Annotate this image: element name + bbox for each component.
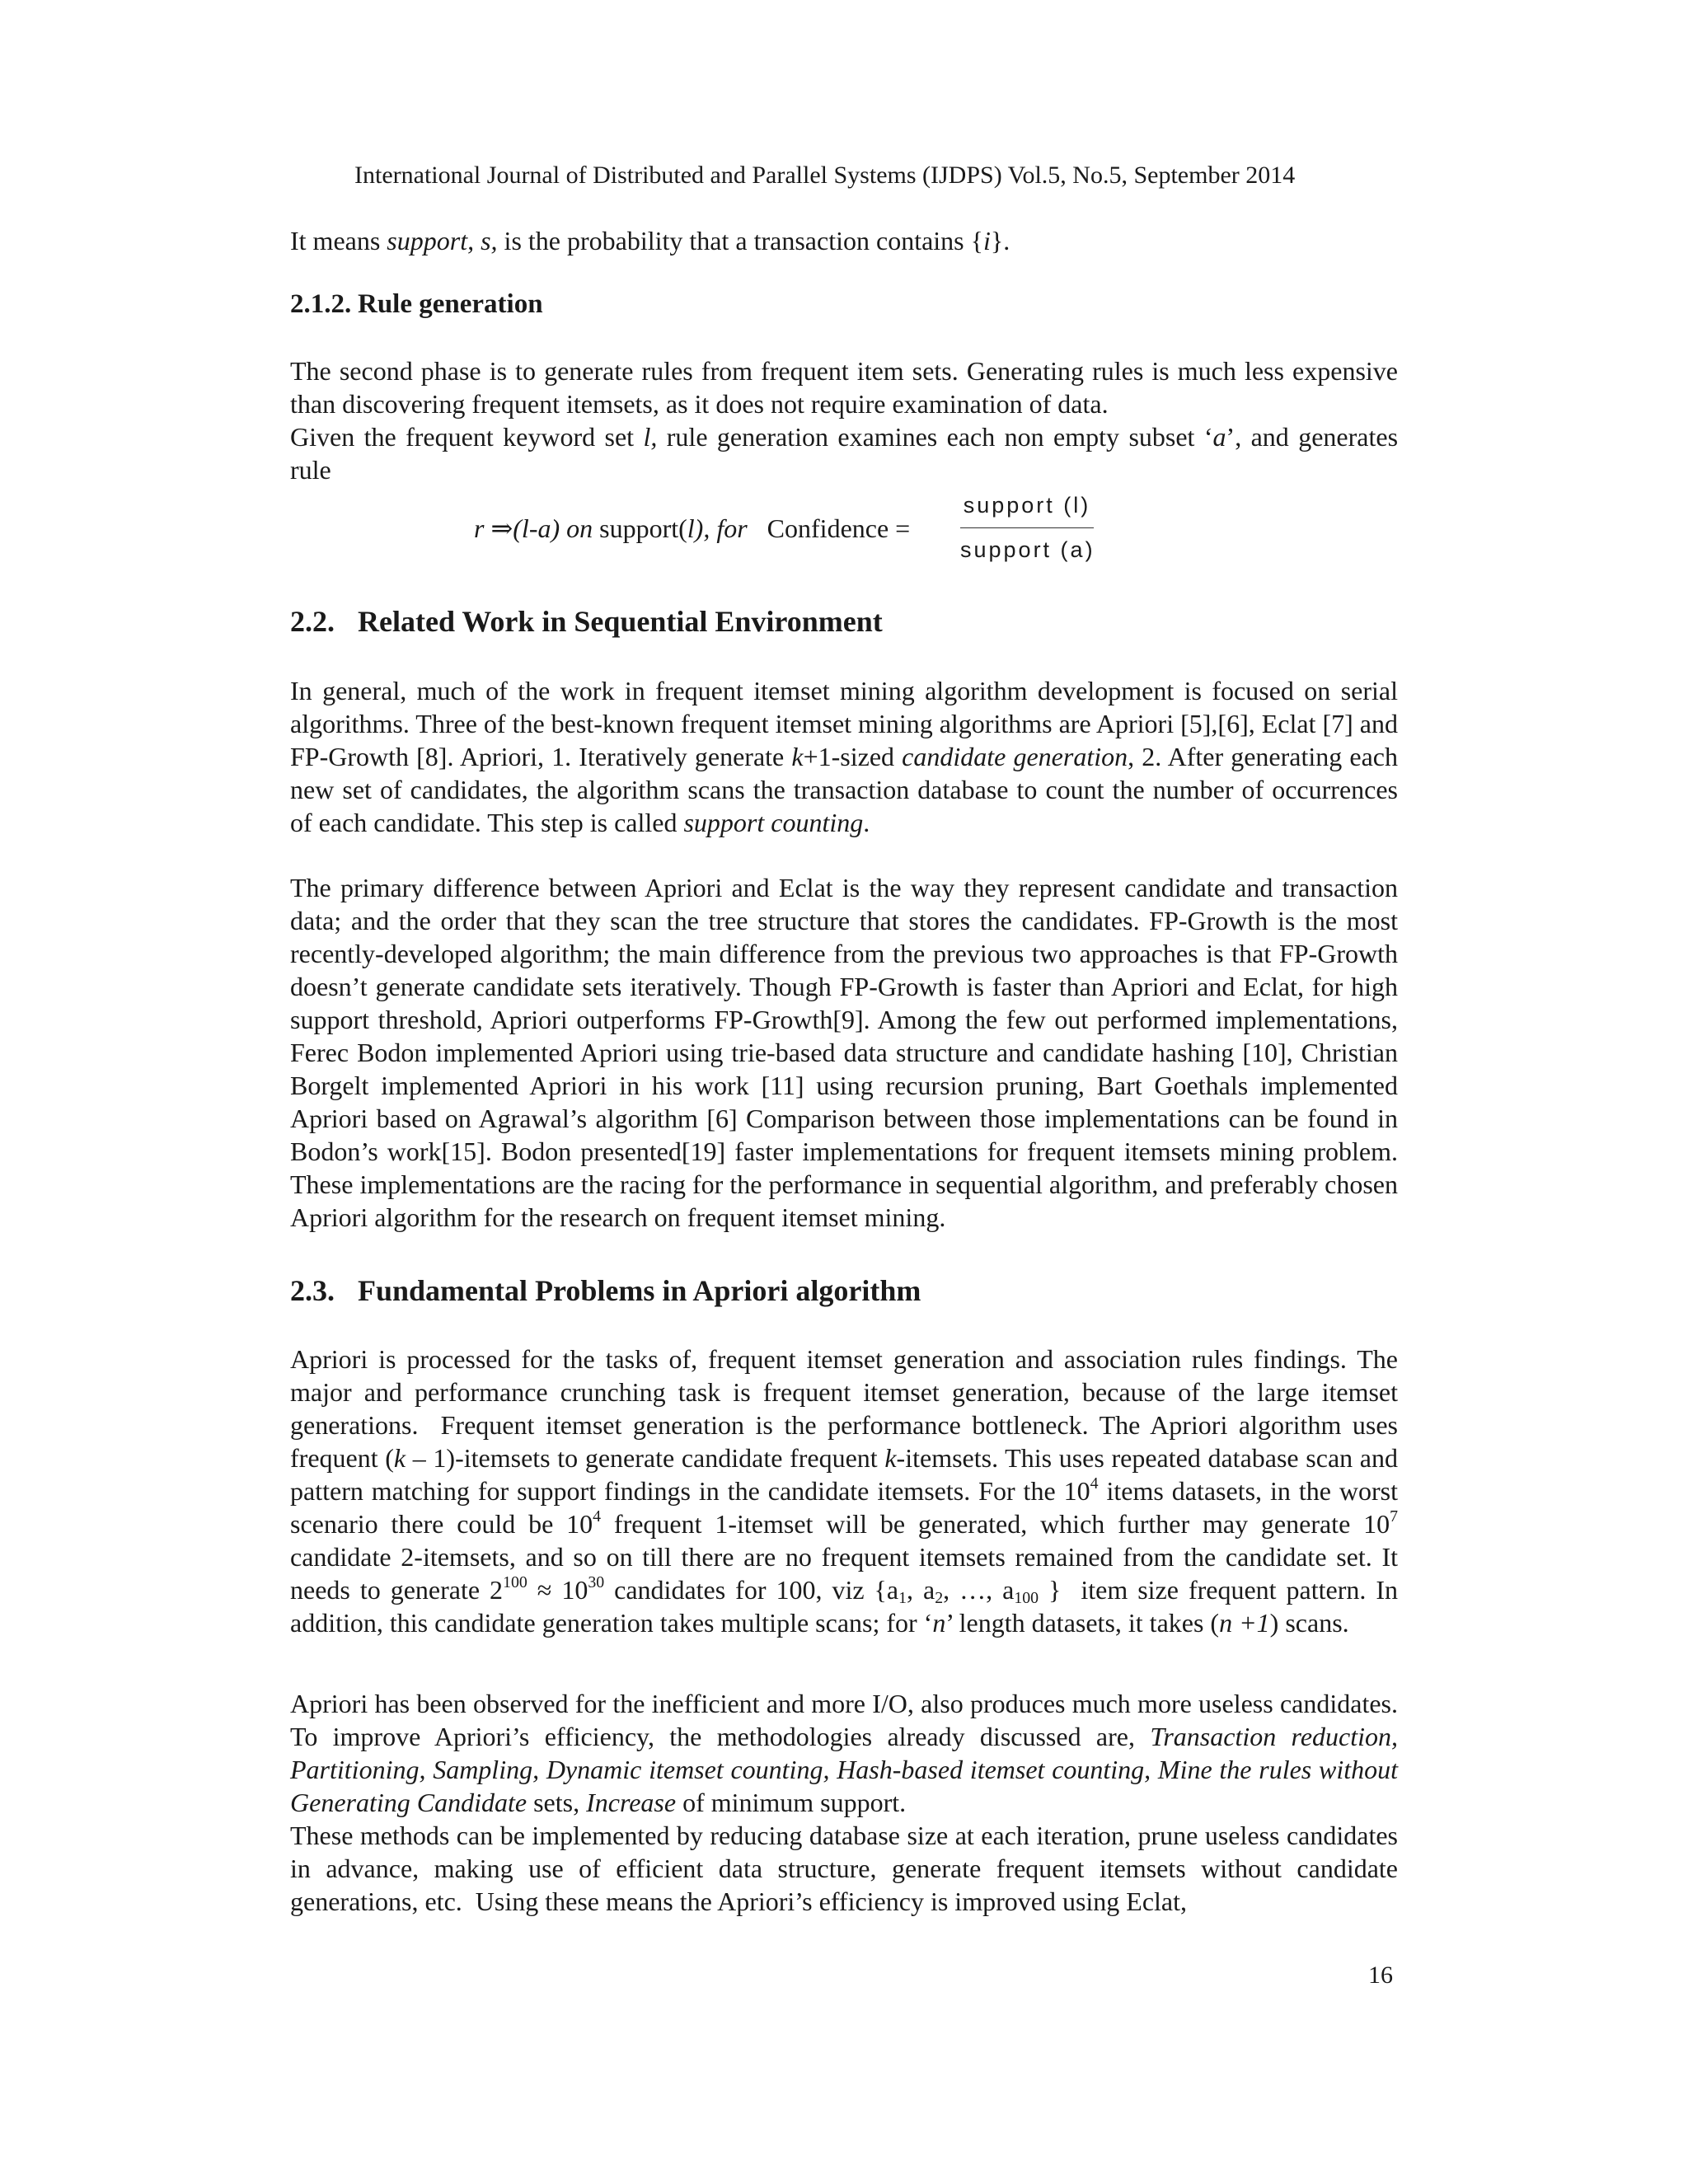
text-run-italic: n	[932, 1608, 946, 1638]
section-number: 2.1.2.	[290, 289, 352, 319]
formula-l-minus-a: (l-a)	[513, 513, 560, 543]
text-run: ’ length datasets, it takes (	[945, 1608, 1220, 1638]
text-run: It means	[290, 226, 387, 255]
text-run-italic: a	[1212, 422, 1226, 452]
paragraph-rule-subset	[290, 420, 1398, 486]
superscript: 7	[1390, 1507, 1399, 1526]
paragraph-improvement-methods: These methods can be implemented by reducing database size at each iteration, prune useless candidates in advance, making use of efficient data structure, generate frequent itemsets without candidate generations, etc. Using these means the Apriori’s efficiency is improved using Eclat,	[290, 1821, 1398, 1916]
text-run: Apriori has been observed for the inefficient and more I/O, also produces much more useless candidates. To improve Apriori’s efficiency, the methodologies already discussed are,	[290, 1689, 1398, 1751]
text-run: of minimum support.	[676, 1788, 907, 1817]
superscript: 4	[1090, 1474, 1099, 1493]
text-run: .	[863, 808, 870, 837]
text-run: is the probability that a transaction contains {	[497, 226, 983, 255]
formula-lhs	[474, 513, 910, 544]
section-title: Fundamental Problems in Apriori algorithm	[358, 1274, 921, 1307]
subscript: 2	[935, 1588, 944, 1607]
formula-for: for	[716, 513, 748, 543]
text-run: candidates for 100, viz {a	[604, 1575, 899, 1605]
text-run: candidate 2-itemsets, and so on till there are no frequent itemsets remained from the candidate set. It needs to generate 2	[290, 1542, 1398, 1605]
paragraph-sequential-work	[290, 674, 1398, 839]
formula-support: support(	[593, 513, 687, 543]
section-number: 2.2.	[290, 605, 335, 638]
implies-symbol: ⇒	[490, 513, 513, 543]
text-run: -itemsets. This uses repeated database scan and pattern matching for support findings in the candidate itemsets. For the 10	[290, 1443, 1399, 1506]
text-run-italic: n +1	[1219, 1608, 1270, 1638]
formula-on: on	[566, 513, 593, 543]
paragraph-apriori-inefficiency	[290, 1687, 1398, 1819]
text-run-italic: i	[982, 226, 991, 255]
text-run-italic: k	[791, 742, 804, 771]
paragraph-rule-generation: The second phase is to generate rules from frequent item sets. Generating rules is much less expensive than discovering frequent itemsets, as it does not require examination of data.	[290, 356, 1398, 419]
text-run: rule generation examines each non empty subset ‘	[657, 422, 1213, 452]
text-run: , 2. After generating each new set of candidates, the algorithm scans the transaction database to count the number of occurrences of each candidate. This step is called	[290, 742, 1398, 837]
text-run-italic: support counting	[683, 808, 864, 837]
subscript: 100	[1014, 1588, 1039, 1607]
text-run-italic: Increase	[586, 1788, 677, 1817]
fraction-numerator: support (l)	[963, 493, 1091, 518]
paragraph-apriori-eclat-difference: The primary difference between Apriori and Eclat is the way they represent candidate and transaction data; and the order that they scan the tree structure that stores the candidates. FP-Growth is the most recently-developed algorithm; the main difference from the previous two approaches is that FP-Growth doesn’t generate candidate sets iteratively. Though FP-Growth is faster than Apriori and Eclat, for high support threshold, Apriori outperforms FP-Growth[9]. Among the few out performed implementations, Ferec Bodon implemented Apriori using trie-based data structure and candidate hashing [10], Christian Borgelt implemented Apriori in his work [11] using recursion pruning, Bart Goethals implemented Apriori based on Agrawal’s algorithm [6] Comparison between those implementations can be found in Bodon’s work[15]. Bodon presented[19] faster implementations for frequent itemsets mining problem. These implementations are the racing for the performance in sequential algorithm, and preferably chosen Apriori algorithm for the research on frequent itemset mining.	[290, 873, 1398, 1232]
formula-confidence: Confidence =	[767, 513, 911, 543]
text-run: items datasets, in the worst scenario there could be 10	[290, 1476, 1399, 1539]
running-header: International Journal of Distributed and Parallel Systems (IJDPS) Vol.5, No.5, September 2014	[354, 162, 1296, 189]
text-run: In general, much of the work in frequent itemset mining algorithm development is focused on serial algorithms. Three of the best-known frequent itemset mining algorithms are Apriori [5],[6], Eclat [7] and FP-Growth [8]. Apriori, 1. Iteratively generate	[290, 676, 1398, 771]
superscript: 4	[593, 1507, 602, 1526]
text-run: sets,	[527, 1788, 587, 1817]
text-run-italic: candidate generation	[902, 742, 1128, 771]
text-run: , …, a	[943, 1575, 1015, 1605]
formula-r: r	[474, 513, 485, 543]
text-run-italic: k	[884, 1443, 897, 1473]
section-title: Related Work in Sequential Environment	[358, 605, 883, 638]
fraction-denominator: support (a)	[960, 537, 1095, 562]
section-heading-2-3	[290, 1273, 921, 1308]
text-run: } item size frequent pattern. In addition, this candidate generation takes multiple scans; for ‘	[290, 1575, 1399, 1638]
text-run-italic: Transaction reduction, Partitioning, Sampling, Dynamic itemset counting, Hash-based itemset counting, Mine the rules without Generating Candidate	[290, 1722, 1399, 1817]
paragraph-fundamental-problems	[290, 1343, 1398, 1639]
text-run-italic: l,	[643, 422, 658, 452]
formula-l: l	[687, 513, 695, 543]
text-run: , a	[907, 1575, 935, 1605]
section-heading-2-1-2	[290, 289, 543, 320]
intro-line	[290, 224, 1398, 257]
page-number: 16	[1368, 1961, 1393, 1989]
text-run: +1-sized	[803, 742, 903, 771]
text-run: – 1)-itemsets to generate candidate frequent	[406, 1443, 885, 1473]
text-run: Given the frequent keyword set	[290, 422, 644, 452]
subscript: 1	[898, 1588, 907, 1607]
text-run-italic: support, s,	[387, 226, 498, 255]
superscript: 30	[588, 1573, 605, 1592]
text-run: }.	[990, 226, 1010, 255]
fraction-bar	[960, 527, 1094, 528]
section-title: Rule generation	[358, 289, 543, 319]
text-run-italic: k	[393, 1443, 406, 1473]
text-run: ’, and generates rule	[290, 422, 1399, 485]
text-run: Apriori is processed for the tasks of, frequent itemset generation and association rules findings. The major and performance crunching task is frequent itemset generation, because of the large itemset generations. Frequent itemset generation is the performance bottleneck. The Apriori algorithm uses frequent (	[290, 1344, 1398, 1473]
section-heading-2-2	[290, 604, 883, 639]
text-run: ) scans.	[1269, 1608, 1349, 1638]
section-number: 2.3.	[290, 1274, 335, 1307]
superscript: 100	[503, 1573, 528, 1592]
text-run: ≈ 10	[527, 1575, 588, 1605]
formula-paren: ),	[694, 513, 710, 543]
text-run: frequent 1-itemset will be generated, which further may generate 10	[601, 1509, 1390, 1539]
